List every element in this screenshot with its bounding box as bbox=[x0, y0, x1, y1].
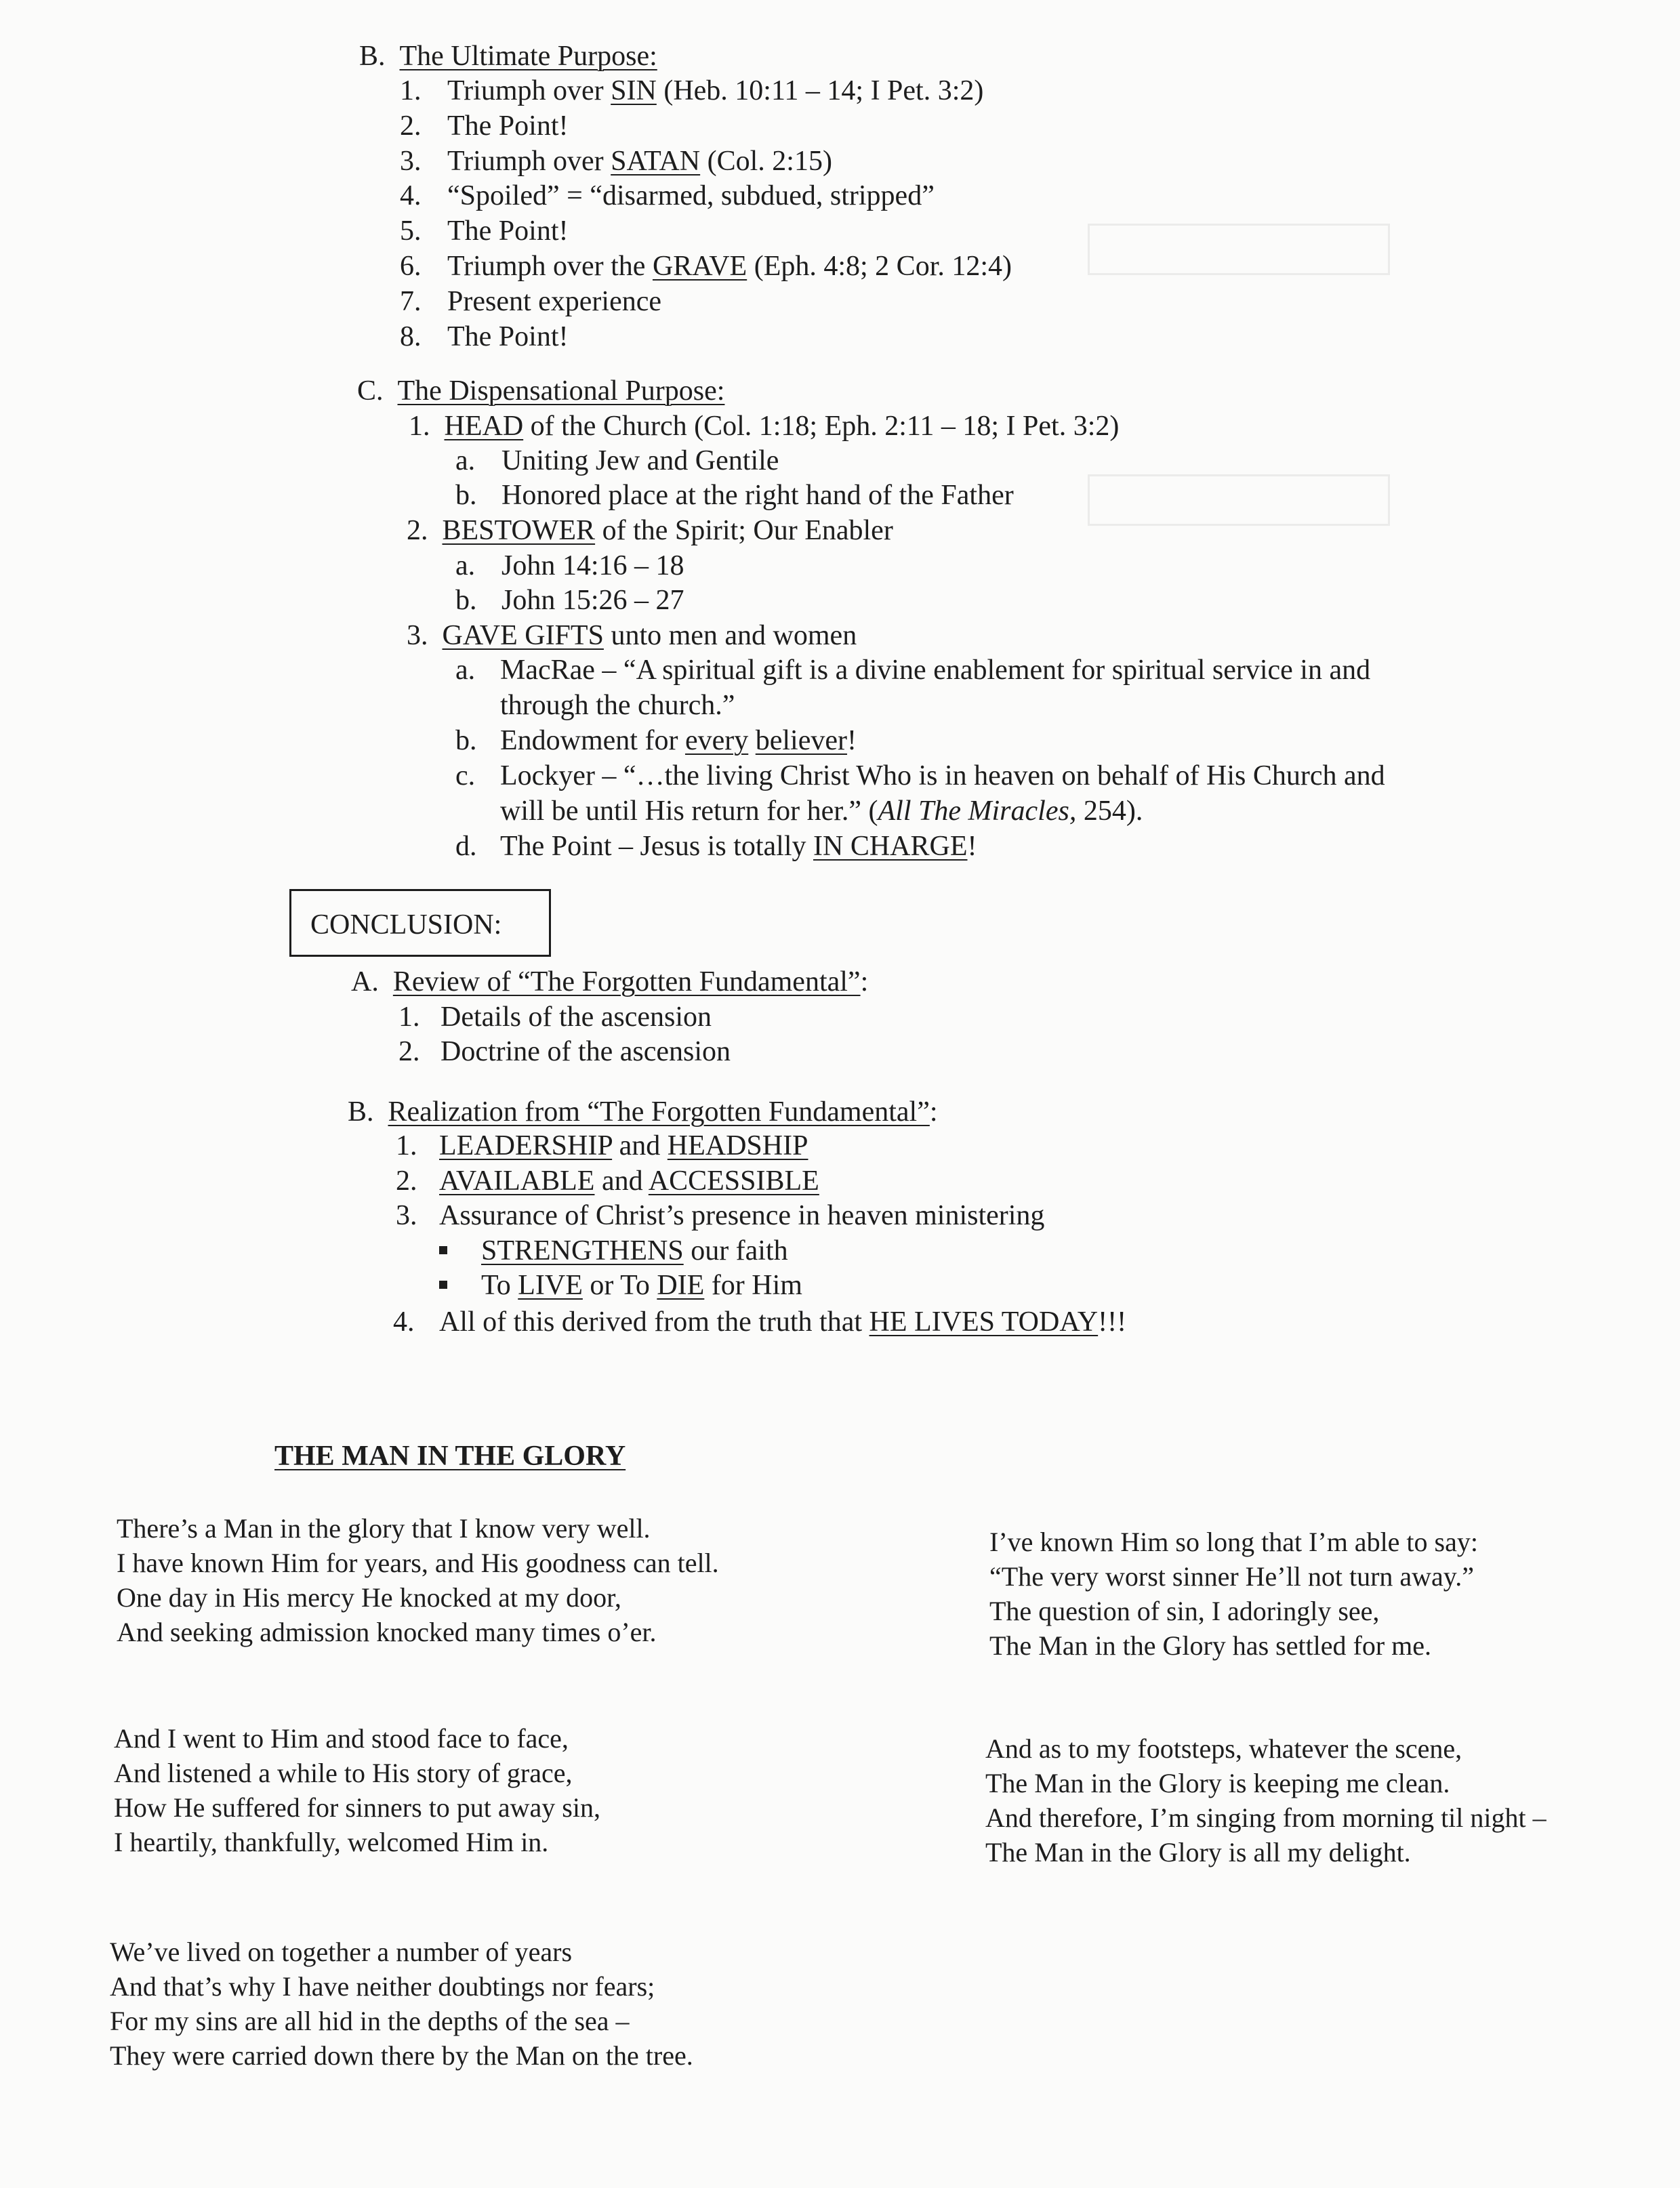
poem-line: And listened a while to His story of grace, bbox=[114, 1758, 573, 1788]
gave-gifts-item: 3. GAVE GIFTS unto men and women bbox=[407, 620, 857, 651]
review-item-2: 2. Doctrine of the ascension bbox=[398, 1036, 731, 1067]
bullet-icon bbox=[439, 1281, 447, 1289]
poem-stanza-5 bbox=[985, 1731, 1546, 1870]
gifts-sub-c: c. Lockyer – “…the living Christ Who is in heaven on behalf of His Church and bbox=[455, 760, 1385, 791]
bleed-through-box bbox=[1088, 474, 1390, 526]
gifts-sub-c-cont: will be until His return for her.” (All The Miracles, 254). bbox=[500, 796, 1143, 827]
realization-item-2: 2. AVAILABLE and ACCESSIBLE bbox=[396, 1165, 819, 1197]
poem-stanza-3 bbox=[110, 1935, 693, 2073]
poem-line: How He suffered for sinners to put away sin, bbox=[114, 1792, 600, 1823]
review-heading: A. Review of “The Forgotten Fundamental”: bbox=[351, 966, 869, 997]
poem-line: There’s a Man in the glory that I know very well. bbox=[117, 1513, 651, 1544]
bullet-strengthens: STRENGTHENS our faith bbox=[439, 1237, 788, 1265]
bestower-sub-b: b. John 15:26 – 27 bbox=[455, 585, 684, 616]
head-sub-b: b. Honored place at the right hand of the Father bbox=[455, 480, 1014, 511]
bestower-item: 2. BESTOWER of the Spirit; Our Enabler bbox=[407, 515, 893, 546]
poem-line: The Man in the Glory has settled for me. bbox=[989, 1630, 1432, 1661]
gifts-sub-a: a. MacRae – “A spiritual gift is a divine enablement for spiritual service in and bbox=[455, 655, 1371, 686]
poem-line: I have known Him for years, and His goodness can tell. bbox=[117, 1548, 719, 1578]
realization-item-4: 4. All of this derived from the truth that HE LIVES TODAY!!! bbox=[393, 1306, 1127, 1338]
conclusion-label: CONCLUSION: bbox=[310, 909, 502, 941]
ultimate-item-1: 1. Triumph over SIN (Heb. 10:11 – 14; I Pet. 3:2) bbox=[400, 75, 984, 106]
ultimate-item-4: 4. “Spoiled” = “disarmed, subdued, stripped” bbox=[400, 180, 935, 211]
poem-line: The Man in the Glory is all my delight. bbox=[985, 1837, 1411, 1867]
poem-line: I heartily, thankfully, welcomed Him in. bbox=[114, 1827, 549, 1857]
poem-line: They were carried down there by the Man on the tree. bbox=[110, 2040, 693, 2071]
head-item: 1. HEAD of the Church (Col. 1:18; Eph. 2:11 – 18; I Pet. 3:2) bbox=[409, 411, 1120, 442]
poem-line: “The very worst sinner He’ll not turn away.” bbox=[989, 1561, 1474, 1592]
section-b-heading: B. The Ultimate Purpose: bbox=[359, 41, 657, 72]
gifts-sub-b: b. Endowment for every believer! bbox=[455, 725, 857, 756]
ultimate-item-5: 5. The Point! bbox=[400, 215, 569, 247]
bullet-live-die: To LIVE or To DIE for Him bbox=[439, 1271, 802, 1300]
poem-line: For my sins are all hid in the depths of the sea – bbox=[110, 2006, 630, 2036]
ultimate-item-8: 8. The Point! bbox=[400, 321, 569, 352]
bestower-sub-a: a. John 14:16 – 18 bbox=[455, 550, 684, 581]
poem-stanza-4 bbox=[989, 1525, 1478, 1663]
ultimate-item-6: 6. Triumph over the GRAVE (Eph. 4:8; 2 Cor. 12:4) bbox=[400, 251, 1012, 282]
ultimate-item-3: 3. Triumph over SATAN (Col. 2:15) bbox=[400, 146, 832, 177]
poem-line: And that’s why I have neither doubtings nor fears; bbox=[110, 1971, 655, 2002]
poem-line: The Man in the Glory is keeping me clean. bbox=[985, 1768, 1450, 1798]
conclusion-box bbox=[289, 889, 551, 957]
section-c-heading: C. The Dispensational Purpose: bbox=[357, 375, 725, 407]
realization-item-3: 3. Assurance of Christ’s presence in heaven ministering bbox=[396, 1200, 1045, 1231]
poem-line: And seeking admission knocked many times o’er. bbox=[117, 1617, 657, 1647]
review-item-1: 1. Details of the ascension bbox=[398, 1002, 712, 1033]
poem-line: I’ve known Him so long that I’m able to say: bbox=[989, 1527, 1478, 1557]
gifts-sub-a-cont: through the church.” bbox=[500, 690, 735, 721]
ultimate-item-7: 7. Present experience bbox=[400, 286, 662, 317]
poem-line: And I went to Him and stood face to face, bbox=[114, 1723, 569, 1754]
ultimate-item-2: 2. The Point! bbox=[400, 110, 569, 142]
poem-line: The question of sin, I adoringly see, bbox=[989, 1596, 1380, 1626]
realization-item-1: 1. LEADERSHIP and HEADSHIP bbox=[396, 1130, 808, 1161]
poem-line: And as to my footsteps, whatever the scene, bbox=[985, 1733, 1462, 1764]
poem-line: We’ve lived on together a number of years bbox=[110, 1937, 573, 1967]
poem-title: THE MAN IN THE GLORY bbox=[274, 1441, 626, 1472]
poem-stanza-2 bbox=[114, 1721, 600, 1859]
poem-stanza-1 bbox=[117, 1511, 719, 1649]
poem-line: And therefore, I’m singing from morning til night – bbox=[985, 1802, 1546, 1833]
head-sub-a: a. Uniting Jew and Gentile bbox=[455, 445, 779, 476]
bullet-icon bbox=[439, 1246, 447, 1254]
gifts-sub-d: d. The Point – Jesus is totally IN CHARGE! bbox=[455, 831, 977, 862]
poem-line: One day in His mercy He knocked at my door, bbox=[117, 1582, 621, 1613]
bleed-through-box bbox=[1088, 224, 1390, 275]
realization-heading: B. Realization from “The Forgotten Fundamental”: bbox=[348, 1096, 938, 1128]
